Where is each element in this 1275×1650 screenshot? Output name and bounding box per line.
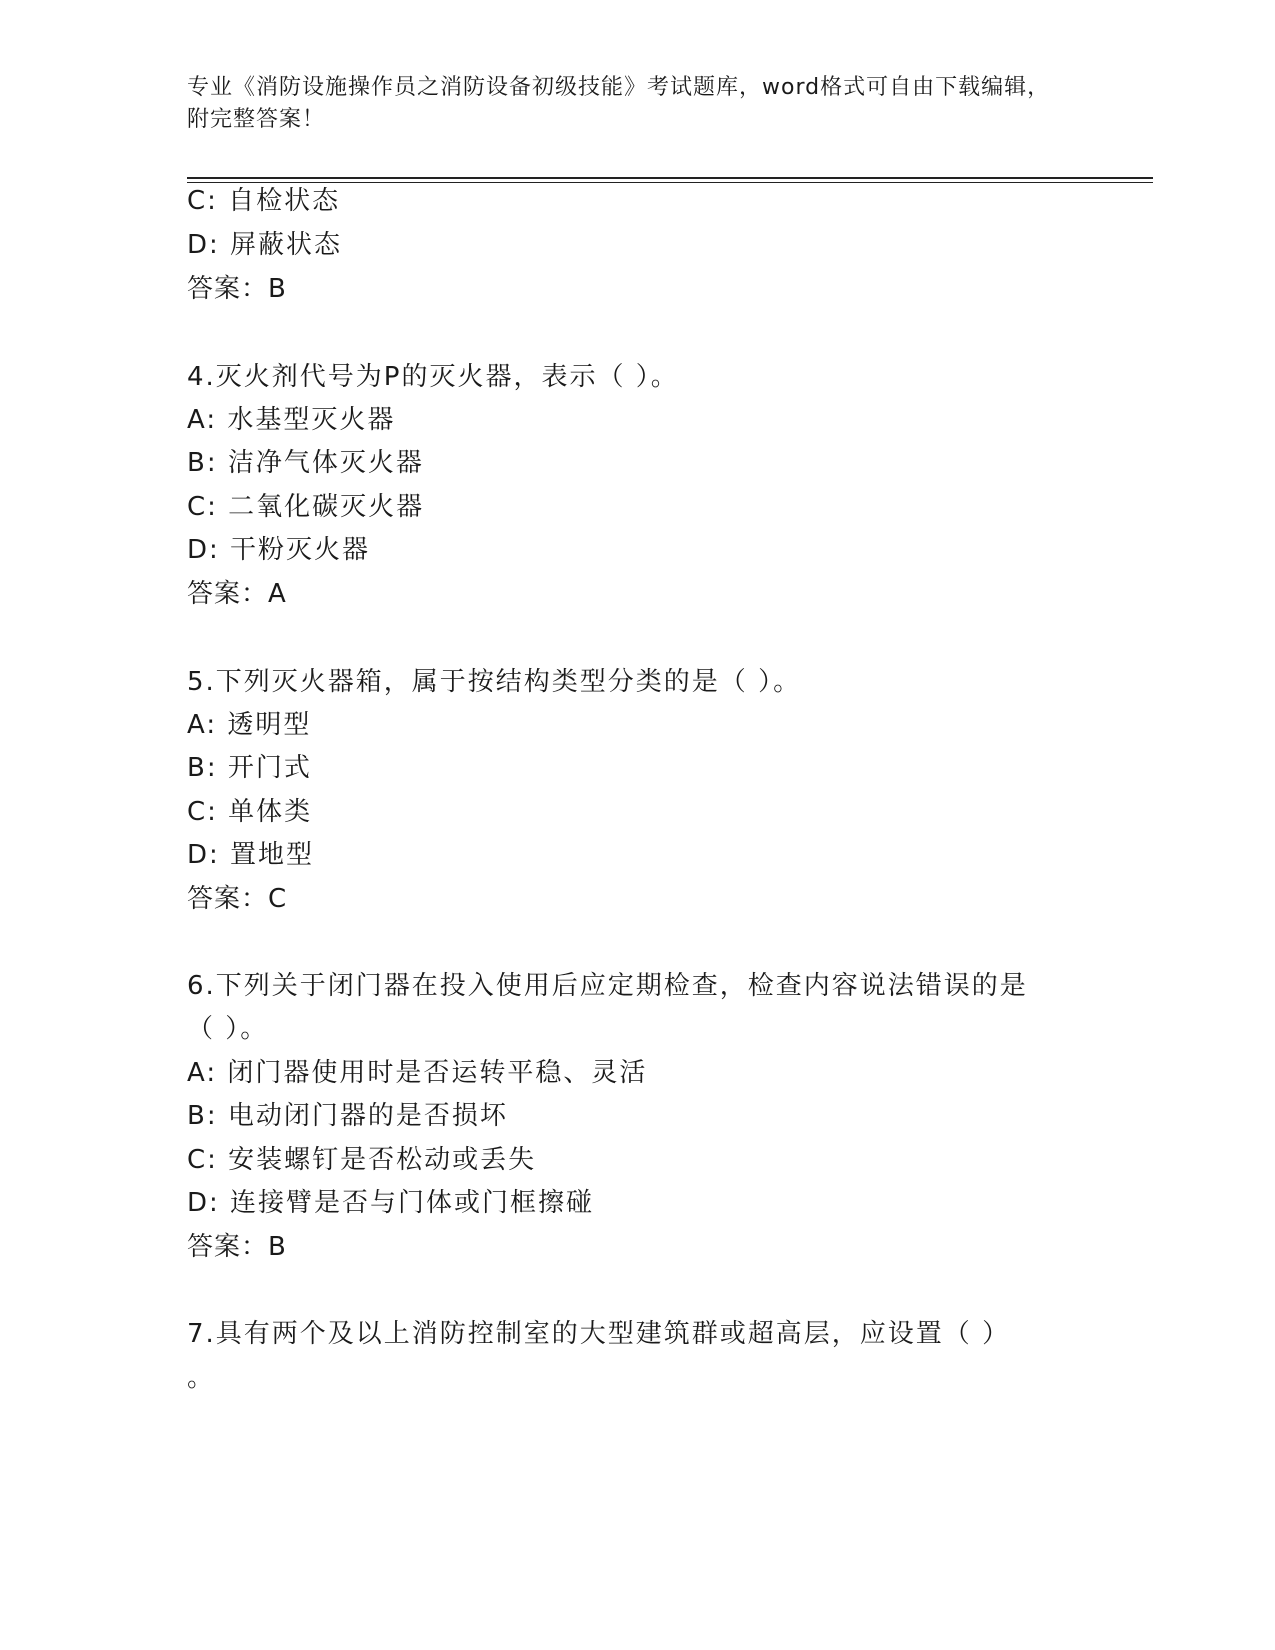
q6-option-d: D: 连接臂是否与门体或门框擦碰 xyxy=(187,1188,595,1218)
q6-stem-line2: （ ）。 xyxy=(187,1014,269,1044)
q6-stem-line1: 6.下列关于闭门器在投入使用后应定期检查，检查内容说法错误的是 xyxy=(187,971,1028,1001)
q4-answer: 答案：A xyxy=(187,579,287,609)
q4-option-d: D: 干粉灭火器 xyxy=(187,535,371,565)
q3-option-c: C: 自检状态 xyxy=(187,186,341,216)
q4-option-a: A: 水基型灭火器 xyxy=(187,405,396,435)
q6-option-c: C: 安装螺钉是否松动或丢失 xyxy=(187,1145,537,1175)
q5-option-c: C: 单体类 xyxy=(187,797,313,827)
q5-option-b: B: 开门式 xyxy=(187,753,312,783)
page-header: 专业《消防设施操作员之消防设备初级技能》考试题库，word格式可自由下载编辑，附完整答案！ xyxy=(187,75,1051,132)
q6-option-a: A: 闭门器使用时是否运转平稳、灵活 xyxy=(187,1058,648,1088)
q3-option-d: D: 屏蔽状态 xyxy=(187,230,343,260)
header-divider xyxy=(187,177,1153,183)
q6-answer: 答案：B xyxy=(187,1232,287,1262)
q6-option-b: B: 电动闭门器的是否损坏 xyxy=(187,1101,508,1131)
q7-stem-line1: 7.具有两个及以上消防控制室的大型建筑群或超高层，应设置（ ） xyxy=(187,1319,1011,1349)
q5-answer: 答案：C xyxy=(187,884,288,914)
q4-option-b: B: 洁净气体灭火器 xyxy=(187,448,424,478)
q5-stem: 5.下列灭火器箱，属于按结构类型分类的是（ ）。 xyxy=(187,667,802,697)
q4-stem: 4.灭火剂代号为P的灭火器，表示（ ）。 xyxy=(187,362,679,392)
q4-option-c: C: 二氧化碳灭火器 xyxy=(187,492,425,522)
q5-option-d: D: 置地型 xyxy=(187,840,315,870)
q5-option-a: A: 透明型 xyxy=(187,710,312,740)
q7-stem-line2: 。 xyxy=(187,1363,216,1393)
q3-answer: 答案：B xyxy=(187,274,287,304)
